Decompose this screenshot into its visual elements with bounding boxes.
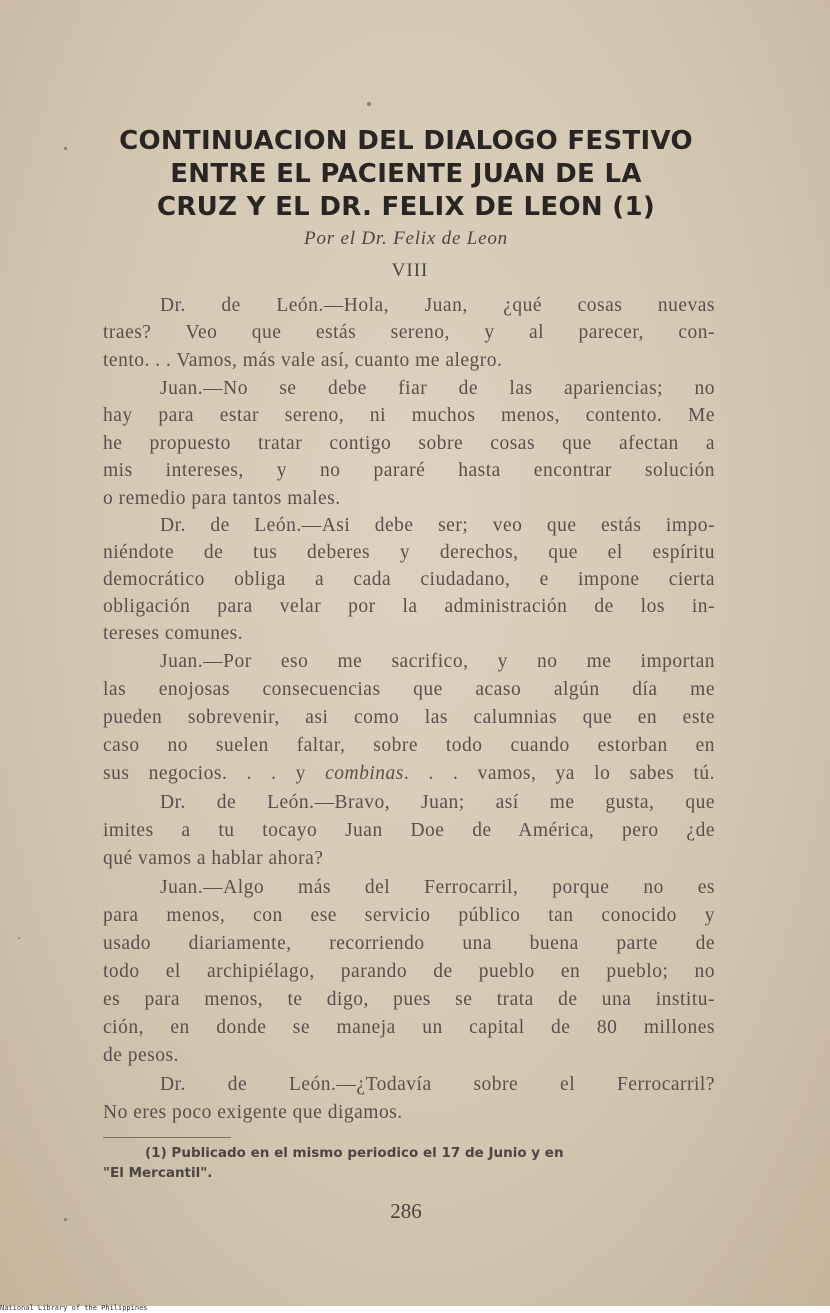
footnote-divider <box>103 1137 231 1138</box>
text-line: niéndote de tus deberes y derechos, que el espíritu <box>103 542 715 563</box>
text-line: pueden sobrevenir, asi como las calumnias que en este <box>103 707 715 728</box>
text-line: No eres poco exigente que digamos. <box>103 1102 403 1123</box>
text-line: Dr. de León.—Hola, Juan, ¿qué cosas nuevas <box>160 295 715 316</box>
text-line: Dr. de León.—¿Todavía sobre el Ferrocarril? <box>160 1074 715 1095</box>
text-line: obligación para velar por la administración de los in- <box>103 596 715 617</box>
dust-speck <box>18 937 20 939</box>
text-line: qué vamos a hablar ahora? <box>103 848 324 869</box>
text-line: o remedio para tantos males. <box>103 488 341 509</box>
text-line: las enojosas consecuencias que acaso algún día me <box>103 679 715 700</box>
text-line: Juan.—Algo más del Ferrocarril, porque no es <box>160 877 715 898</box>
dust-speck <box>64 147 67 150</box>
text-line-emphasis <box>103 760 715 787</box>
text-line: he propuesto tratar contigo sobre cosas que afectan a <box>103 433 715 454</box>
library-credit: National Library of the Philippines <box>0 1304 148 1312</box>
title-line: CRUZ Y EL DR. FELIX DE LEON (1) <box>156 192 656 222</box>
footnote-line: "El Mercantil". <box>103 1165 213 1181</box>
dust-speck <box>367 102 371 106</box>
text-line: todo el archipiélago, parando de pueblo en pueblo; no <box>103 961 715 982</box>
text-line: mis intereses, y no pararé hasta encontrar solución <box>103 460 715 481</box>
text-run: . . . vamos, ya lo sabes tú. <box>403 763 715 784</box>
text-line: de pesos. <box>103 1045 179 1066</box>
section-number: VIII <box>391 260 429 281</box>
article-title <box>96 125 716 224</box>
text-line: tento. . . Vamos, más vale así, cuanto me alegro. <box>103 350 503 371</box>
text-run: sus negocios. . . y <box>103 763 326 784</box>
text-line: Dr. de León.—Asi debe ser; veo que estás impo- <box>160 515 715 536</box>
text-line: para menos, con ese servicio público tan conocido y <box>103 905 715 926</box>
footnote-line: (1) Publicado en el mismo periodico el 17 de Junio y en <box>145 1145 564 1161</box>
text-line: hay para estar sereno, ni muchos menos, contento. Me <box>103 405 715 426</box>
text-line: ción, en donde se maneja un capital de 80 millones <box>103 1017 715 1038</box>
text-line: traes? Veo que estás sereno, y al parecer, con- <box>103 322 715 343</box>
text-line: tereses comunes. <box>103 623 244 644</box>
text-line: caso no suelen faltar, sobre todo cuando estorban en <box>103 735 715 756</box>
title-line: ENTRE EL PACIENTE JUAN DE LA <box>170 159 642 189</box>
text-line: imites a tu tocayo Juan Doe de América, pero ¿de <box>103 820 715 841</box>
page-number: 286 <box>390 1199 422 1223</box>
text-line: democrático obliga a cada ciudadano, e impone cierta <box>103 569 715 590</box>
title-line: CONTINUACION DEL DIALOGO FESTIVO <box>119 126 693 156</box>
text-line: es para menos, te digo, pues se trata de una institu- <box>103 989 715 1010</box>
emphasized-word: combinas <box>325 763 404 784</box>
text-line: Juan.—Por eso me sacrifico, y no me importan <box>160 651 715 672</box>
byline: Por el Dr. Felix de Leon <box>304 228 508 249</box>
text-line: usado diariamente, recorriendo una buena parte de <box>103 933 715 954</box>
text-line: Juan.—No se debe fiar de las apariencias; no <box>160 378 715 399</box>
text-line: Dr. de León.—Bravo, Juan; así me gusta, que <box>160 792 715 813</box>
